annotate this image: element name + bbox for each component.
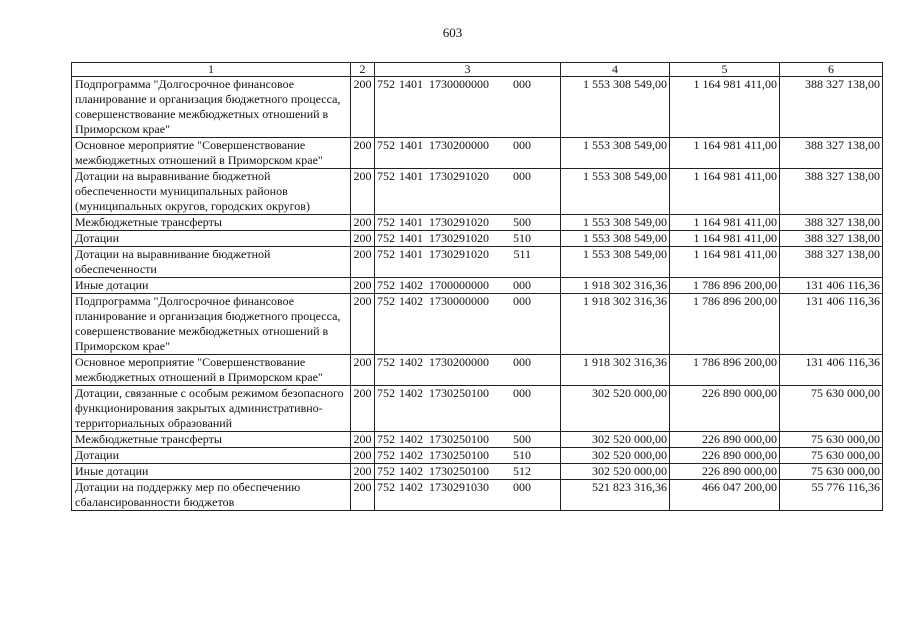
code-grbs: 752 xyxy=(377,448,395,462)
row-value-col4: 302 520 000,00 xyxy=(561,448,670,464)
table-row xyxy=(72,138,883,169)
row-value-col5: 226 890 000,00 xyxy=(670,464,780,480)
row-value-col6: 388 327 138,00 xyxy=(780,169,883,215)
row-col2: 200 xyxy=(351,448,375,464)
code-section: 1401 xyxy=(399,247,423,261)
row-value-col4: 521 823 316,36 xyxy=(561,480,670,511)
row-value-col6: 388 327 138,00 xyxy=(780,231,883,247)
row-value-col5: 1 164 981 411,00 xyxy=(670,215,780,231)
row-value-col5: 226 890 000,00 xyxy=(670,432,780,448)
row-col2: 200 xyxy=(351,247,375,278)
row-name: Дотации xyxy=(72,231,351,247)
table-row xyxy=(72,247,883,278)
row-value-col6: 131 406 116,36 xyxy=(780,355,883,386)
code-grbs: 752 xyxy=(377,464,395,478)
code-grbs: 752 xyxy=(377,355,395,369)
code-grbs: 752 xyxy=(377,138,395,152)
row-value-col4: 1 553 308 549,00 xyxy=(561,247,670,278)
row-value-col5: 1 164 981 411,00 xyxy=(670,231,780,247)
table-row xyxy=(72,77,883,138)
row-code xyxy=(375,464,561,480)
code-csr: 1730250100 xyxy=(429,464,489,478)
code-grbs: 752 xyxy=(377,386,395,400)
row-code xyxy=(375,386,561,432)
code-section: 1401 xyxy=(399,138,423,152)
code-vr: 510 xyxy=(513,231,531,245)
row-value-col4: 1 553 308 549,00 xyxy=(561,215,670,231)
table-row xyxy=(72,432,883,448)
row-name: Иные дотации xyxy=(72,464,351,480)
code-csr: 1730291020 xyxy=(429,215,489,229)
row-value-col4: 302 520 000,00 xyxy=(561,386,670,432)
code-section: 1402 xyxy=(399,278,423,292)
row-value-col5: 1 164 981 411,00 xyxy=(670,77,780,138)
code-vr: 512 xyxy=(513,464,531,478)
header-cell: 3 xyxy=(375,63,561,77)
row-code xyxy=(375,138,561,169)
header-cell: 4 xyxy=(561,63,670,77)
code-section: 1401 xyxy=(399,77,423,91)
code-vr: 000 xyxy=(513,294,531,308)
row-col2: 200 xyxy=(351,355,375,386)
code-section: 1402 xyxy=(399,448,423,462)
table-row xyxy=(72,231,883,247)
row-code xyxy=(375,480,561,511)
code-section: 1402 xyxy=(399,480,423,494)
code-vr: 000 xyxy=(513,138,531,152)
code-csr: 1730291020 xyxy=(429,169,489,183)
code-grbs: 752 xyxy=(377,294,395,308)
table-row xyxy=(72,294,883,355)
row-value-col5: 1 786 896 200,00 xyxy=(670,278,780,294)
row-col2: 200 xyxy=(351,231,375,247)
code-csr: 1730250100 xyxy=(429,386,489,400)
code-section: 1402 xyxy=(399,432,423,446)
row-code xyxy=(375,77,561,138)
table-row xyxy=(72,386,883,432)
code-vr: 000 xyxy=(513,355,531,369)
row-value-col6: 388 327 138,00 xyxy=(780,77,883,138)
row-col2: 200 xyxy=(351,386,375,432)
row-value-col5: 1 786 896 200,00 xyxy=(670,355,780,386)
row-col2: 200 xyxy=(351,278,375,294)
row-value-col6: 75 630 000,00 xyxy=(780,432,883,448)
header-cell: 6 xyxy=(780,63,883,77)
table-body xyxy=(72,77,883,511)
table-row xyxy=(72,169,883,215)
code-vr: 500 xyxy=(513,215,531,229)
code-csr: 1730200000 xyxy=(429,138,489,152)
row-col2: 200 xyxy=(351,480,375,511)
code-grbs: 752 xyxy=(377,77,395,91)
row-code xyxy=(375,432,561,448)
header-cell: 5 xyxy=(670,63,780,77)
code-vr: 000 xyxy=(513,77,531,91)
budget-table xyxy=(71,62,883,511)
row-value-col5: 1 786 896 200,00 xyxy=(670,294,780,355)
page-number: 603 xyxy=(442,25,463,40)
table-row xyxy=(72,464,883,480)
code-vr: 511 xyxy=(513,247,531,261)
row-code xyxy=(375,231,561,247)
row-code xyxy=(375,278,561,294)
row-col2: 200 xyxy=(351,464,375,480)
row-code xyxy=(375,294,561,355)
code-vr: 000 xyxy=(513,278,531,292)
table-row xyxy=(72,480,883,511)
code-grbs: 752 xyxy=(377,215,395,229)
row-value-col5: 466 047 200,00 xyxy=(670,480,780,511)
row-name: Подпрограмма "Долгосрочное финансовое планирование и организация бюджетного процесса, совершенствование межбюджетных отношений в Приморском крае" xyxy=(72,77,351,138)
code-vr: 500 xyxy=(513,432,531,446)
code-grbs: 752 xyxy=(377,480,395,494)
code-section: 1402 xyxy=(399,464,423,478)
table-row xyxy=(72,215,883,231)
row-value-col5: 1 164 981 411,00 xyxy=(670,247,780,278)
row-name: Дотации на выравнивание бюджетной обеспеченности xyxy=(72,247,351,278)
code-grbs: 752 xyxy=(377,278,395,292)
row-col2: 200 xyxy=(351,169,375,215)
code-section: 1401 xyxy=(399,215,423,229)
code-vr: 000 xyxy=(513,169,531,183)
header-row xyxy=(72,63,883,77)
row-value-col6: 75 630 000,00 xyxy=(780,448,883,464)
row-value-col5: 226 890 000,00 xyxy=(670,448,780,464)
code-csr: 1730291020 xyxy=(429,231,489,245)
header-cell: 1 xyxy=(72,63,351,77)
row-col2: 200 xyxy=(351,138,375,169)
code-csr: 1730000000 xyxy=(429,294,489,308)
row-value-col4: 1 553 308 549,00 xyxy=(561,138,670,169)
code-grbs: 752 xyxy=(377,169,395,183)
row-name: Дотации, связанные с особым режимом безопасного функционирования закрытых административно-территориальных образований xyxy=(72,386,351,432)
row-name: Подпрограмма "Долгосрочное финансовое планирование и организация бюджетного процесса, совершенствование межбюджетных отношений в Приморском крае" xyxy=(72,294,351,355)
code-section: 1402 xyxy=(399,294,423,308)
row-col2: 200 xyxy=(351,432,375,448)
code-grbs: 752 xyxy=(377,432,395,446)
code-vr: 000 xyxy=(513,386,531,400)
code-csr: 1730291020 xyxy=(429,247,489,261)
row-value-col6: 131 406 116,36 xyxy=(780,294,883,355)
code-csr: 1730250100 xyxy=(429,448,489,462)
row-value-col5: 226 890 000,00 xyxy=(670,386,780,432)
row-code xyxy=(375,169,561,215)
row-value-col6: 55 776 116,36 xyxy=(780,480,883,511)
row-value-col6: 388 327 138,00 xyxy=(780,138,883,169)
table-row xyxy=(72,355,883,386)
row-code xyxy=(375,247,561,278)
row-name: Дотации xyxy=(72,448,351,464)
code-csr: 1730291030 xyxy=(429,480,489,494)
row-value-col4: 1 918 302 316,36 xyxy=(561,278,670,294)
row-name: Межбюджетные трансферты xyxy=(72,215,351,231)
row-value-col5: 1 164 981 411,00 xyxy=(670,138,780,169)
row-value-col4: 1 553 308 549,00 xyxy=(561,77,670,138)
row-col2: 200 xyxy=(351,77,375,138)
row-name: Межбюджетные трансферты xyxy=(72,432,351,448)
row-code xyxy=(375,355,561,386)
row-value-col5: 1 164 981 411,00 xyxy=(670,169,780,215)
row-value-col4: 1 918 302 316,36 xyxy=(561,294,670,355)
row-name: Дотации на поддержку мер по обеспечению сбалансированности бюджетов xyxy=(72,480,351,511)
row-name: Иные дотации xyxy=(72,278,351,294)
row-value-col6: 388 327 138,00 xyxy=(780,215,883,231)
row-code xyxy=(375,448,561,464)
code-section: 1402 xyxy=(399,386,423,400)
code-section: 1402 xyxy=(399,355,423,369)
row-value-col4: 1 918 302 316,36 xyxy=(561,355,670,386)
code-csr: 1730200000 xyxy=(429,355,489,369)
row-value-col4: 1 553 308 549,00 xyxy=(561,231,670,247)
row-code xyxy=(375,215,561,231)
header-cell: 2 xyxy=(351,63,375,77)
row-value-col4: 302 520 000,00 xyxy=(561,464,670,480)
row-value-col6: 75 630 000,00 xyxy=(780,386,883,432)
code-csr: 1700000000 xyxy=(429,278,489,292)
code-section: 1401 xyxy=(399,169,423,183)
code-csr: 1730250100 xyxy=(429,432,489,446)
row-col2: 200 xyxy=(351,215,375,231)
code-section: 1401 xyxy=(399,231,423,245)
row-value-col4: 1 553 308 549,00 xyxy=(561,169,670,215)
code-csr: 1730000000 xyxy=(429,77,489,91)
code-vr: 000 xyxy=(513,480,531,494)
code-vr: 510 xyxy=(513,448,531,462)
row-name: Основное мероприятие "Совершенствование межбюджетных отношений в Приморском крае" xyxy=(72,355,351,386)
row-value-col6: 131 406 116,36 xyxy=(780,278,883,294)
row-value-col6: 388 327 138,00 xyxy=(780,247,883,278)
table-row xyxy=(72,278,883,294)
row-col2: 200 xyxy=(351,294,375,355)
table-row xyxy=(72,448,883,464)
row-name: Дотации на выравнивание бюджетной обеспеченности муниципальных районов (муниципальных округов, городских округов) xyxy=(72,169,351,215)
row-value-col4: 302 520 000,00 xyxy=(561,432,670,448)
row-value-col6: 75 630 000,00 xyxy=(780,464,883,480)
code-grbs: 752 xyxy=(377,231,395,245)
row-name: Основное мероприятие "Совершенствование межбюджетных отношений в Приморском крае" xyxy=(72,138,351,169)
code-grbs: 752 xyxy=(377,247,395,261)
